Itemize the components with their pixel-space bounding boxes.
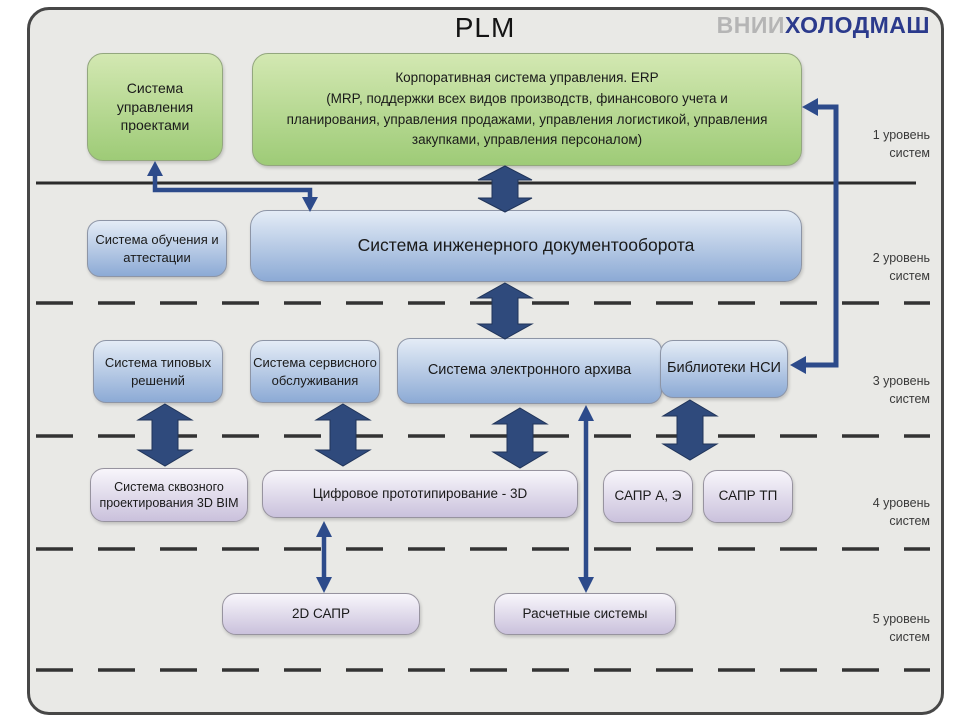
- box-training-certification: Система обучения и аттестации: [87, 220, 227, 277]
- level-4-label: 4 уровень систем: [872, 496, 930, 529]
- erp-detail: (MRP, поддержки всех видов производств, финансового учета и планирования, управления продажами, управления логистикой, управления закупками, управления персоналом): [286, 90, 768, 148]
- box-3d-bim-design: Система сквозного проектирования 3D BIM: [90, 468, 248, 522]
- box-sapr-a-e: САПР А, Э: [603, 470, 693, 523]
- level-5-label: 5 уровень систем: [872, 612, 930, 645]
- box-digital-prototyping-3d: Цифровое прототипирование - 3D: [262, 470, 578, 518]
- level-3-label: 3 уровень систем: [872, 374, 930, 407]
- logo-part-gray: ВНИИ: [716, 12, 785, 38]
- erp-title: Корпоративная система управления. ERP: [395, 70, 659, 86]
- level-2-label: 2 уровень систем: [872, 251, 930, 284]
- box-engineering-document-flow: Система инженерного документооборота: [250, 210, 802, 282]
- box-typical-solutions: Система типовых решений: [93, 340, 223, 403]
- page-title: PLM: [454, 12, 516, 43]
- box-nsi-libraries: Библиотеки НСИ: [660, 340, 788, 398]
- level-1-label: 1 уровень систем: [872, 128, 930, 161]
- logo-part-blue: ХОЛОДМАШ: [784, 12, 930, 38]
- box-2d-cad: 2D САПР: [222, 593, 420, 635]
- box-electronic-archive: Система электронного архива: [397, 338, 662, 404]
- box-calculation-systems: Расчетные системы: [494, 593, 676, 635]
- box-project-management: Система управления проектами: [87, 53, 223, 161]
- box-erp-system: [252, 53, 802, 166]
- box-sapr-tp: САПР ТП: [703, 470, 793, 523]
- box-service-maintenance: Система сервисного обслуживания: [250, 340, 380, 403]
